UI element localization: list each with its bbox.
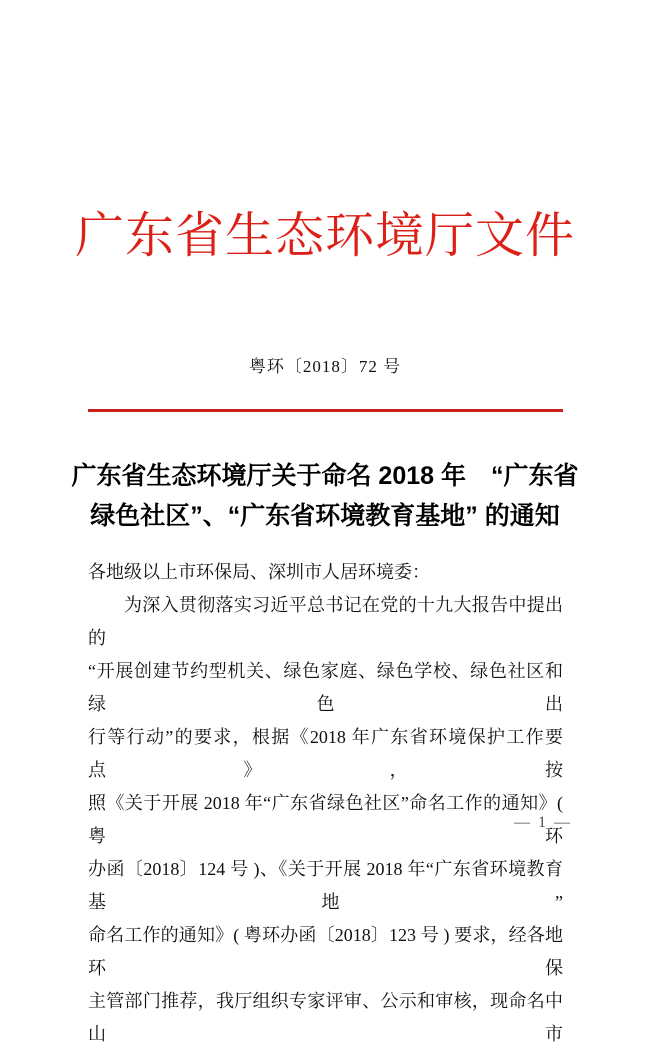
body-text-line: 行等行动”的要求，根据《2018 年广东省环境保护工作要点》，按	[88, 727, 563, 780]
body-text-line: 照《关于开展 2018 年“广东省绿色社区”命名工作的通知》( 粤环	[88, 793, 563, 846]
salutation-line: 各地级以上市环保局、深圳市人居环境委：	[88, 562, 430, 582]
body-text-line: 办函〔2018〕124 号 )、《关于开展 2018 年“广东省环境教育基地”	[88, 859, 563, 912]
body-text-line: “开展创建节约型机关、绿色家庭、绿色学校、绿色社区和绿色出	[88, 661, 563, 714]
notice-title-line-1: 广东省生态环境厅关于命名 2018 年 “广东省	[71, 462, 579, 490]
body-text-line: 主管部门推荐，我厅组织专家评审、公示和审核，现命名中山市	[88, 991, 563, 1044]
body-text-line: 命名工作的通知》( 粤环办函〔2018〕123 号 ) 要求，经各地环保	[88, 925, 563, 978]
document-number: 粤环〔2018〕72 号	[248, 357, 402, 376]
notice-title	[60, 456, 590, 536]
letterhead-title: 广东省生态环境厅文件	[74, 208, 575, 263]
notice-body	[88, 556, 563, 1051]
page-number: — 1 —	[514, 814, 572, 831]
letterhead-divider-rule	[88, 409, 563, 412]
notice-title-line-2: 绿色社区”、“广东省环境教育基地” 的通知	[90, 502, 560, 530]
body-text-line: 为深入贯彻落实习近平总书记在党的十九大报告中提出的	[88, 595, 563, 648]
